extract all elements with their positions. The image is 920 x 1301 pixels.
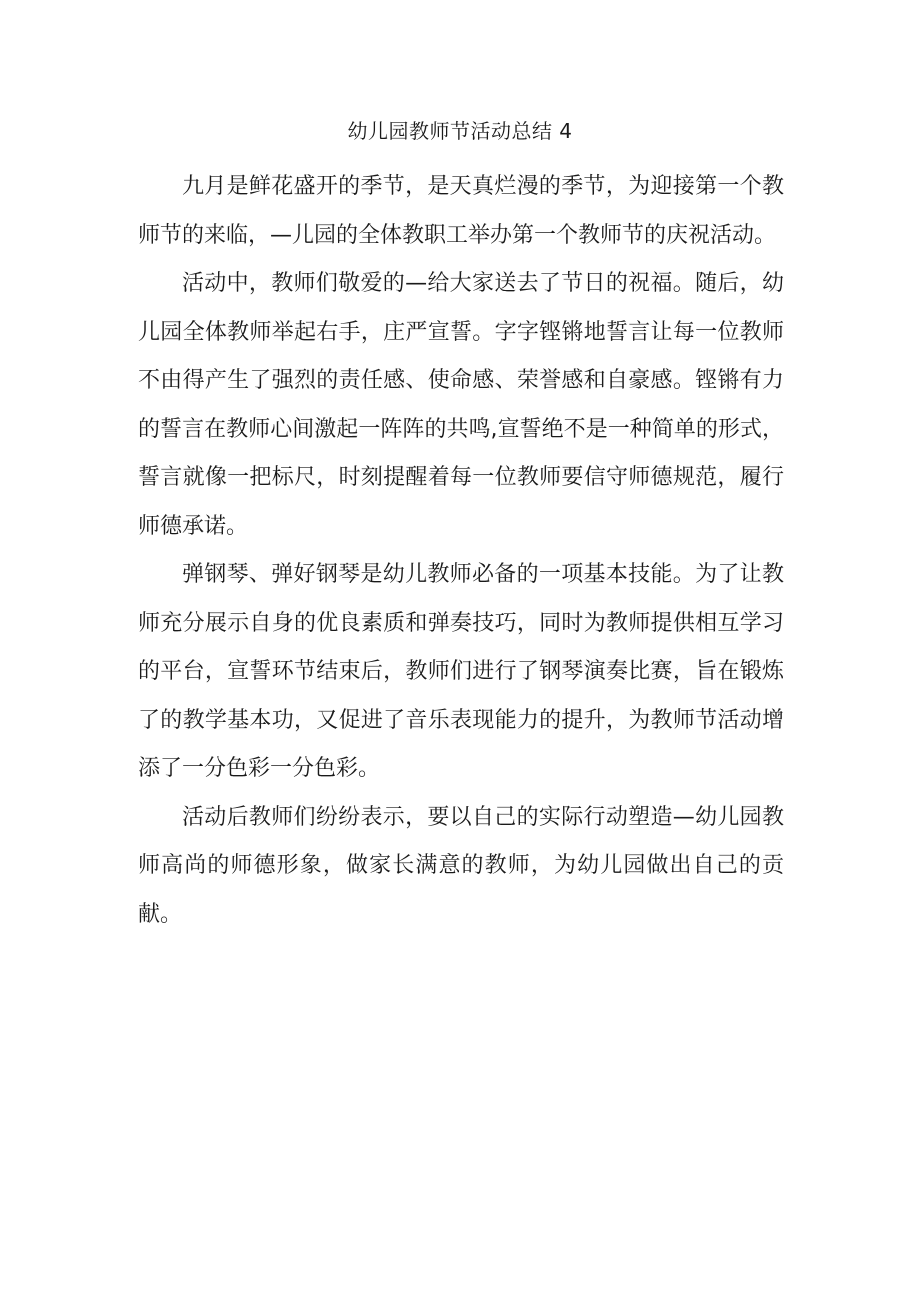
paragraph: 活动后教师们纷纷表示，要以自己的实际行动塑造—幼儿园教师高尚的师德形象，做家长满意的教师，为幼儿园做出自己的贡献。 bbox=[138, 804, 784, 927]
paragraph: 九月是鲜花盛开的季节，是天真烂漫的季节，为迎接第一个教师节的来临，—儿园的全体教职工举办第一个教师节的庆祝活动。 bbox=[138, 174, 784, 248]
document-body bbox=[138, 163, 784, 939]
document-title: 幼儿园教师节活动总结 4 bbox=[347, 119, 573, 143]
paragraph: 弹钢琴、弹好钢琴是幼儿教师必备的一项基本技能。为了让教师充分展示自身的优良素质和弹奏技巧，同时为教师提供相互学习的平台，宣誓环节结束后，教师们进行了钢琴演奏比赛，旨在锻炼了的教学基本功，又促进了音乐表现能力的提升，为教师节活动增添了一分色彩一分色彩。 bbox=[138, 562, 784, 781]
paragraph: 活动中，教师们敬爱的—给大家送去了节日的祝福。随后，幼儿园全体教师举起右手，庄严宣誓。字字铿锵地誓言让每一位教师不由得产生了强烈的责任感、使命感、荣誉感和自豪感。铿锵有力的誓言在教师心间激起一阵阵的共鸣,宣誓绝不是一种简单的形式，誓言就像一把标尺，时刻提醒着每一位教师要信守师德规范，履行师德承诺。 bbox=[138, 271, 784, 539]
